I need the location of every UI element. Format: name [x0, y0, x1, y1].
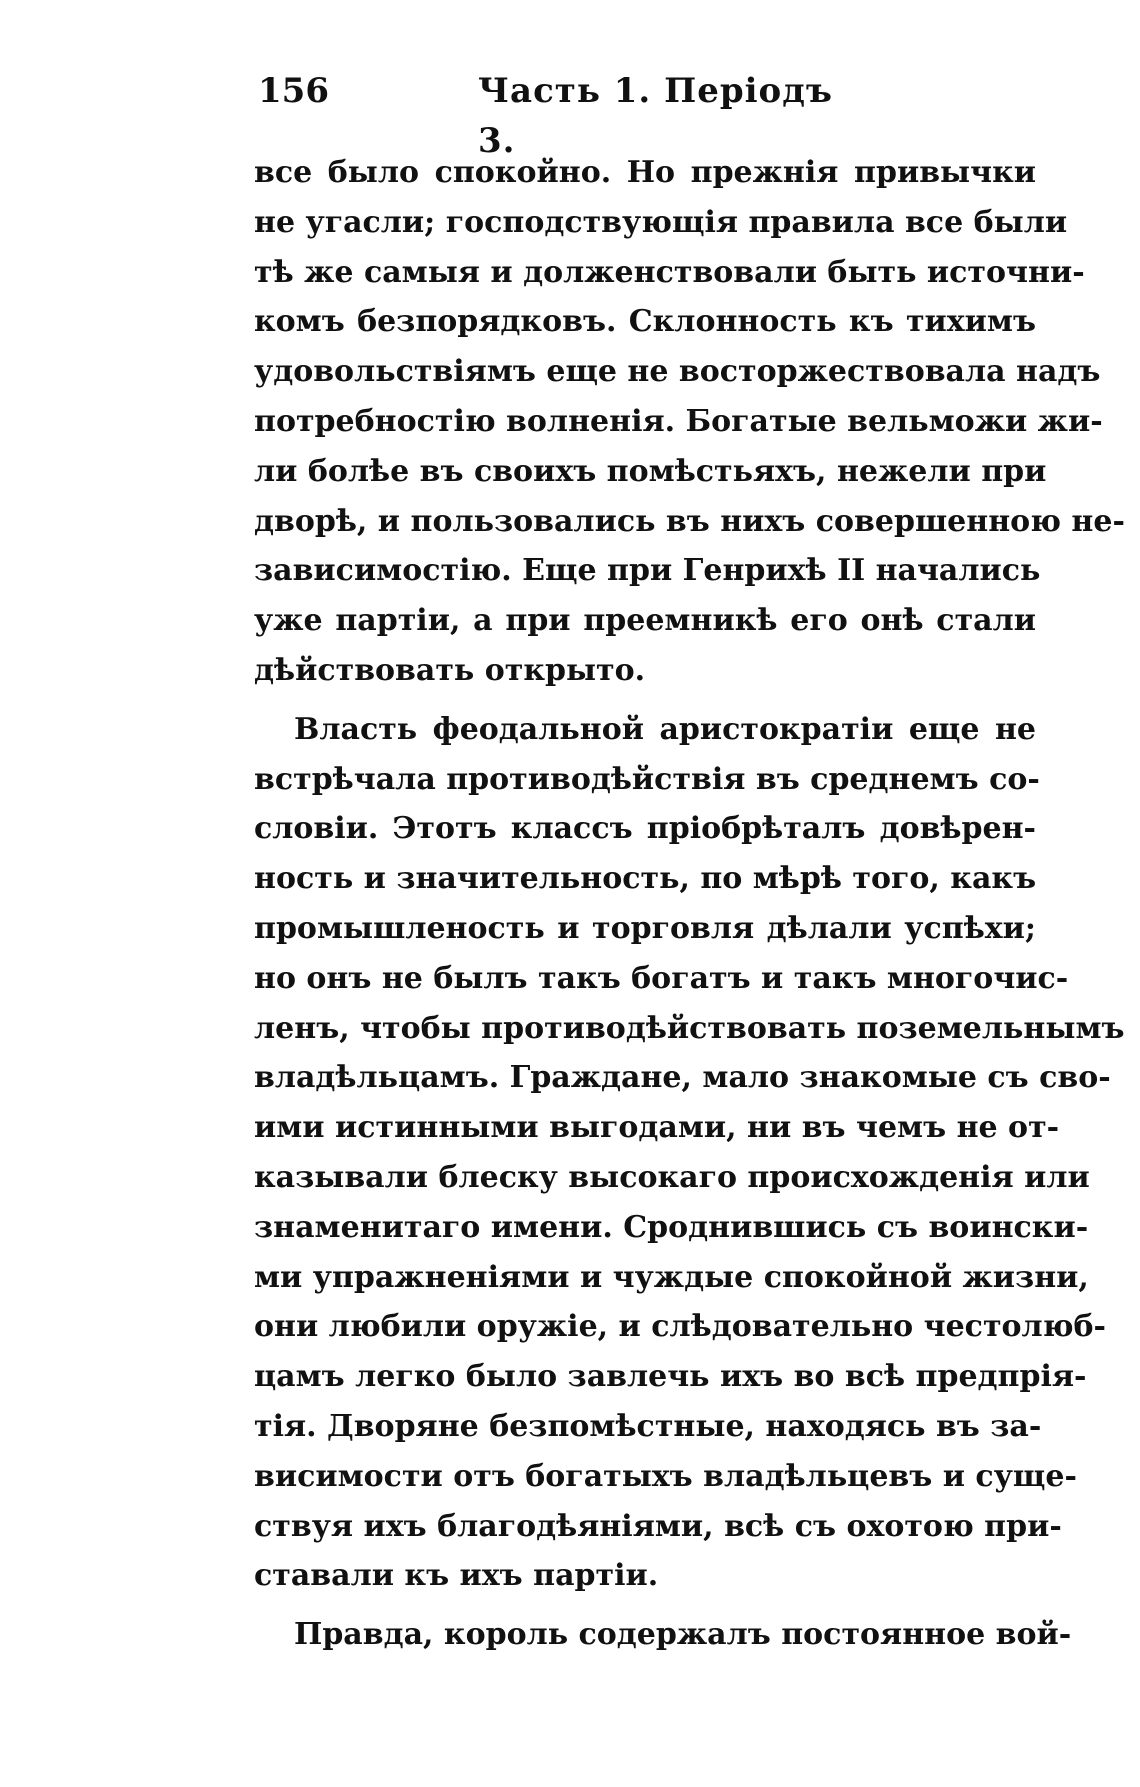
text-line: владѣльцамъ. Граждане, мало знакомые съ сво-	[254, 1060, 1111, 1096]
text-line: ность и значительность, по мѣрѣ того, какъ	[254, 861, 1037, 897]
paragraph-gap	[254, 696, 1036, 705]
text-line: ими истинными выгодами, ни въ чемъ не от-	[254, 1110, 1060, 1146]
text-line: словіи. Этотъ классъ пріобрѣталъ довѣрен-	[254, 811, 1036, 847]
text-line: не угасли; господствующія правила все были	[254, 204, 1068, 240]
text-line: Власть феодальной аристократіи еще не	[294, 711, 1036, 747]
text-line: все было спокойно. Но прежнія привычки	[254, 155, 1036, 190]
text-line: знаменитаго имени. Сроднившись съ воински-	[254, 1209, 1089, 1245]
text-line: но онъ не былъ такъ богатъ и такъ многочис-	[254, 960, 1069, 996]
text-line: потребностію волненія. Богатые вельможи жи-	[254, 403, 1103, 439]
text-line: тія. Дворяне безпомѣстные, находясь въ за-	[254, 1408, 1042, 1444]
page-number: 156	[258, 71, 329, 111]
text-line: дѣйствовать открыто.	[254, 652, 646, 688]
text-line: уже партіи, а при преемникѣ его онѣ стали	[254, 603, 1036, 639]
text-line: удовольствіямъ еще не восторжествовала надъ	[254, 354, 1101, 390]
text-line: дворѣ, и пользовались въ нихъ совершенною не-	[254, 503, 1125, 539]
paragraph	[254, 1610, 1072, 1660]
text-line: ленъ, чтобы противодѣйствовать поземельнымъ	[254, 1010, 1125, 1046]
text-line: ли болѣе въ своихъ помѣстьяхъ, нежели при	[254, 453, 1047, 489]
text-line: казывали блеску высокаго происхожденія или	[254, 1159, 1090, 1195]
paragraph	[254, 148, 1125, 696]
text-line: ствуя ихъ благодѣяніями, всѣ съ охотою при-	[254, 1508, 1062, 1544]
paragraph	[254, 705, 1125, 1601]
body-text	[254, 148, 1125, 1660]
text-line: тѣ же самыя и долженствовали быть источни-	[254, 254, 1085, 290]
text-line: цамъ легко было завлечь ихъ во всѣ предпрія-	[254, 1359, 1087, 1395]
text-line: Правда, король содержалъ постоянное вой-	[294, 1617, 1072, 1653]
paragraph-gap	[254, 1601, 1036, 1610]
page-header	[258, 66, 858, 161]
running-head: Часть 1. Періодъ 3.	[478, 71, 833, 161]
text-line: ставали къ ихъ партіи.	[254, 1558, 659, 1594]
text-line: промышленость и торговля дѣлали успѣхи;	[254, 910, 1036, 946]
text-line: висимости отъ богатыхъ владѣльцевъ и суще-	[254, 1458, 1077, 1494]
text-line: ми упражненіями и чуждые спокойной жизни,	[254, 1259, 1089, 1295]
text-line: комъ безпорядковъ. Склонность къ тихимъ	[254, 304, 1036, 340]
text-line: встрѣчала противодѣйствія въ среднемъ со-	[254, 761, 1040, 797]
text-line: зависимостію. Еще при Генрихѣ II начались	[254, 553, 1041, 589]
text-line: они любили оружіе, и слѣдовательно честолюб-	[254, 1309, 1106, 1345]
